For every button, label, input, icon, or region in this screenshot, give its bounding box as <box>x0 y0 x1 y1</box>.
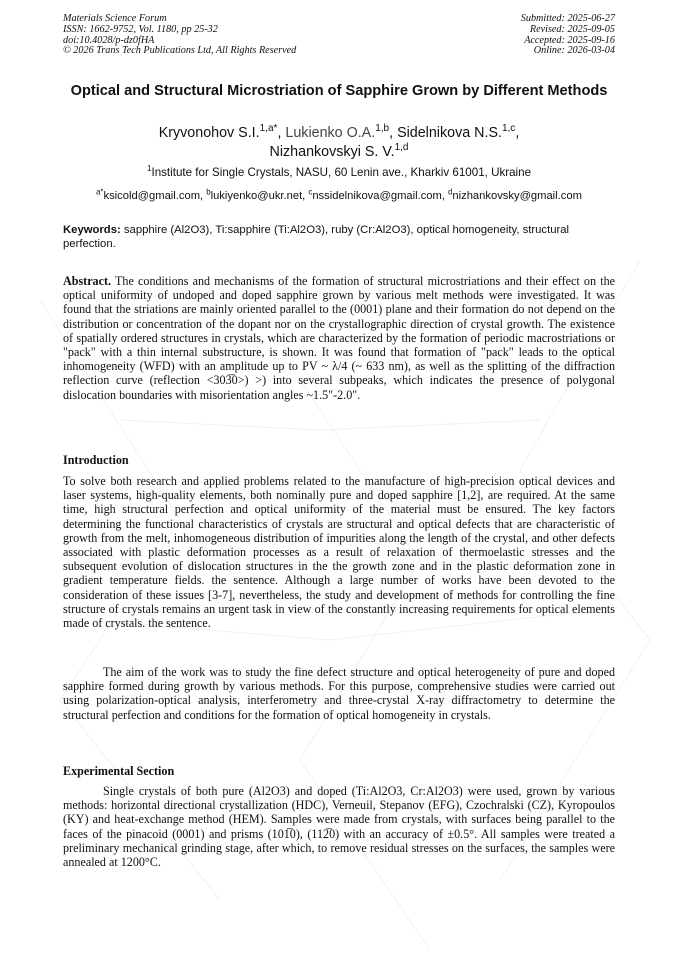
author-emails <box>30 187 648 202</box>
journal-name: Materials Science Forum <box>63 13 167 24</box>
keywords-label: Keywords: <box>63 224 121 236</box>
keywords <box>63 223 615 251</box>
introduction-paragraph-1: To solve both research and applied problems related to the manufacture of high-precision optical devices and laser systems, high-quality elements, both nominally pure and doped sapphire [1,2], are required. At the same time, high structural perfection and optical uniformity of the material must be ensured. The key factors determining the functional characteristics of crystals are structural and optical defects that are characteristic of growth from the melt, inhomogeneous distribution of impurities along the length of the crystal, and other defects associated with plastic deformation processes as a result of relaxation of thermoelastic stresses and the subsequent evolution of dislocation structures in the the growth zone and in the plastic deformation zone in gradient temperature fields. the sentence. Although a large number of works have been devoted to the consideration of these issues [3-7], nevertheless, the study and development of methods for controlling the fine structure of crystals remains an urgent task in view of the constantly increasing requirements for optical elements made of crystals. the sentence. <box>63 474 615 631</box>
email-a[interactable]: ksicold@gmail.com, <box>103 190 207 202</box>
keywords-text: sapphire (Al2O3), Ti:sapphire (Ti:Al2O3), ruby (Cr:Al2O3), optical homogeneity, structural perfection. <box>63 224 570 250</box>
experimental-heading: Experimental Section <box>63 764 175 778</box>
email-d[interactable]: nizhankovsky@gmail.com <box>452 190 582 202</box>
email-c-mark: c <box>308 187 313 197</box>
header-left <box>63 14 296 57</box>
abstract-text: The conditions and mechanisms of the formation of structural microstriations and their effect on the optical uniformity of undoped and doped sapphire grown by various melt methods were investigated. It was found that the striations are mainly oriented parallel to the (0001) plane and their formation do not depend on the distribution or concentration of the dopant nor on the crystallographic direction of crystal growth. The existence of spatially ordered structures in crystals, which are characterized by the formation of periodic macrostriations or "pack" with a thin internal substructure, is shown. It was found that formation of "pack" leads to the optical inhomogeneity (WFD) with an amplitude up to PV ~ λ/4 (~ 633 nm), as well as the splitting of the diffraction reflection curve (reflection <303̅0>) >) into several subpeaks, which indicates the presence of polygonal dislocation boundaries with misorientation angles ~1.5"-2.0". <box>63 274 616 402</box>
author-1: Kryvonohov S.I. <box>158 125 260 141</box>
online-date: Online: 2026-03-04 <box>533 45 615 57</box>
author-4-affil: 1,d <box>394 142 409 154</box>
introduction-heading: Introduction <box>63 453 129 467</box>
experimental-paragraph-1: Single crystals of both pure (Al2O3) and doped (Ti:Al2O3, Cr:Al2O3) were used, grown by various methods: horizontal directional crystallization (HDC), Verneuil, Stepanov (EFG), Czochralski (CZ), Kyropoulos (KY) and heat-exchange method (HEM). Samples were made from crystals, with surfaces being parallel to the faces of the pinacoid (0001) and prisms (101̅0), (112̅0) with an accuracy of ±0.5°. All samples were treated a preliminary mechanical grinding stage, after which, to remove residual stresses on the surfaces, the samples were annealed at 1200°C. <box>63 784 615 870</box>
revised-date: Revised: 2025-09-05 <box>529 23 615 35</box>
abstract <box>63 274 615 402</box>
author-2: Lukienko O.A. <box>285 125 376 141</box>
issn-line: ISSN: 1662-9752, Vol. 1180, pp 25-32 <box>63 23 218 35</box>
header-right <box>521 14 615 57</box>
email-a-mark: a* <box>96 187 104 197</box>
accepted-date: Accepted: 2025-09-16 <box>524 34 615 46</box>
introduction-paragraph-2: The aim of the work was to study the fine defect structure and optical heterogeneity of pure and doped sapphire formed during growth by various methods. For this purpose, comprehensive studies were carried out using polarization-optical analysis, interferometry and three-crystal X-ray diffractometry to determine the structural perfection and conditions for the formation of optical homogeneity in crystals. <box>63 665 615 722</box>
abstract-label: Abstract. <box>63 274 112 288</box>
email-b-mark: b <box>206 187 211 197</box>
doi-line[interactable]: doi:10.4028/p-dz0fHA <box>63 34 155 46</box>
author-list: Kryvonohov S.I.$^{1,a*}$, Lukienko O.A.$^{1,b}$, Sidelnikova N.S.$^{1,c}$, Nizhankovskyi S. V.$^{1,d}$ <box>158 123 520 160</box>
author-2-affil: 1,b <box>375 123 390 135</box>
affiliation-text: Institute for Single Crystals, NASU, 60 Lenin ave., Kharkiv 61001, Ukraine <box>151 166 532 179</box>
author-4: Nizhankovskyi S. V. <box>269 144 395 160</box>
submitted-date: Submitted: 2025-06-27 <box>520 13 615 24</box>
email-d-mark: d <box>448 187 453 197</box>
author-3-affil: 1,c <box>501 123 516 135</box>
paper-title: Optical and Structural Microstriation of Sapphire Grown by Different Methods <box>70 83 608 99</box>
author-3: Sidelnikova N.S. <box>397 125 502 141</box>
author-1-affil: 1,a* <box>259 123 278 135</box>
email-c[interactable]: nssidelnikova@gmail.com, <box>312 190 449 202</box>
copyright-line: © 2026 Trans Tech Publications Ltd, All Rights Reserved <box>63 45 297 57</box>
email-b[interactable]: lukiyenko@ukr.net, <box>210 190 309 202</box>
affiliation <box>40 166 638 179</box>
affiliation-mark: 1 <box>146 164 152 174</box>
